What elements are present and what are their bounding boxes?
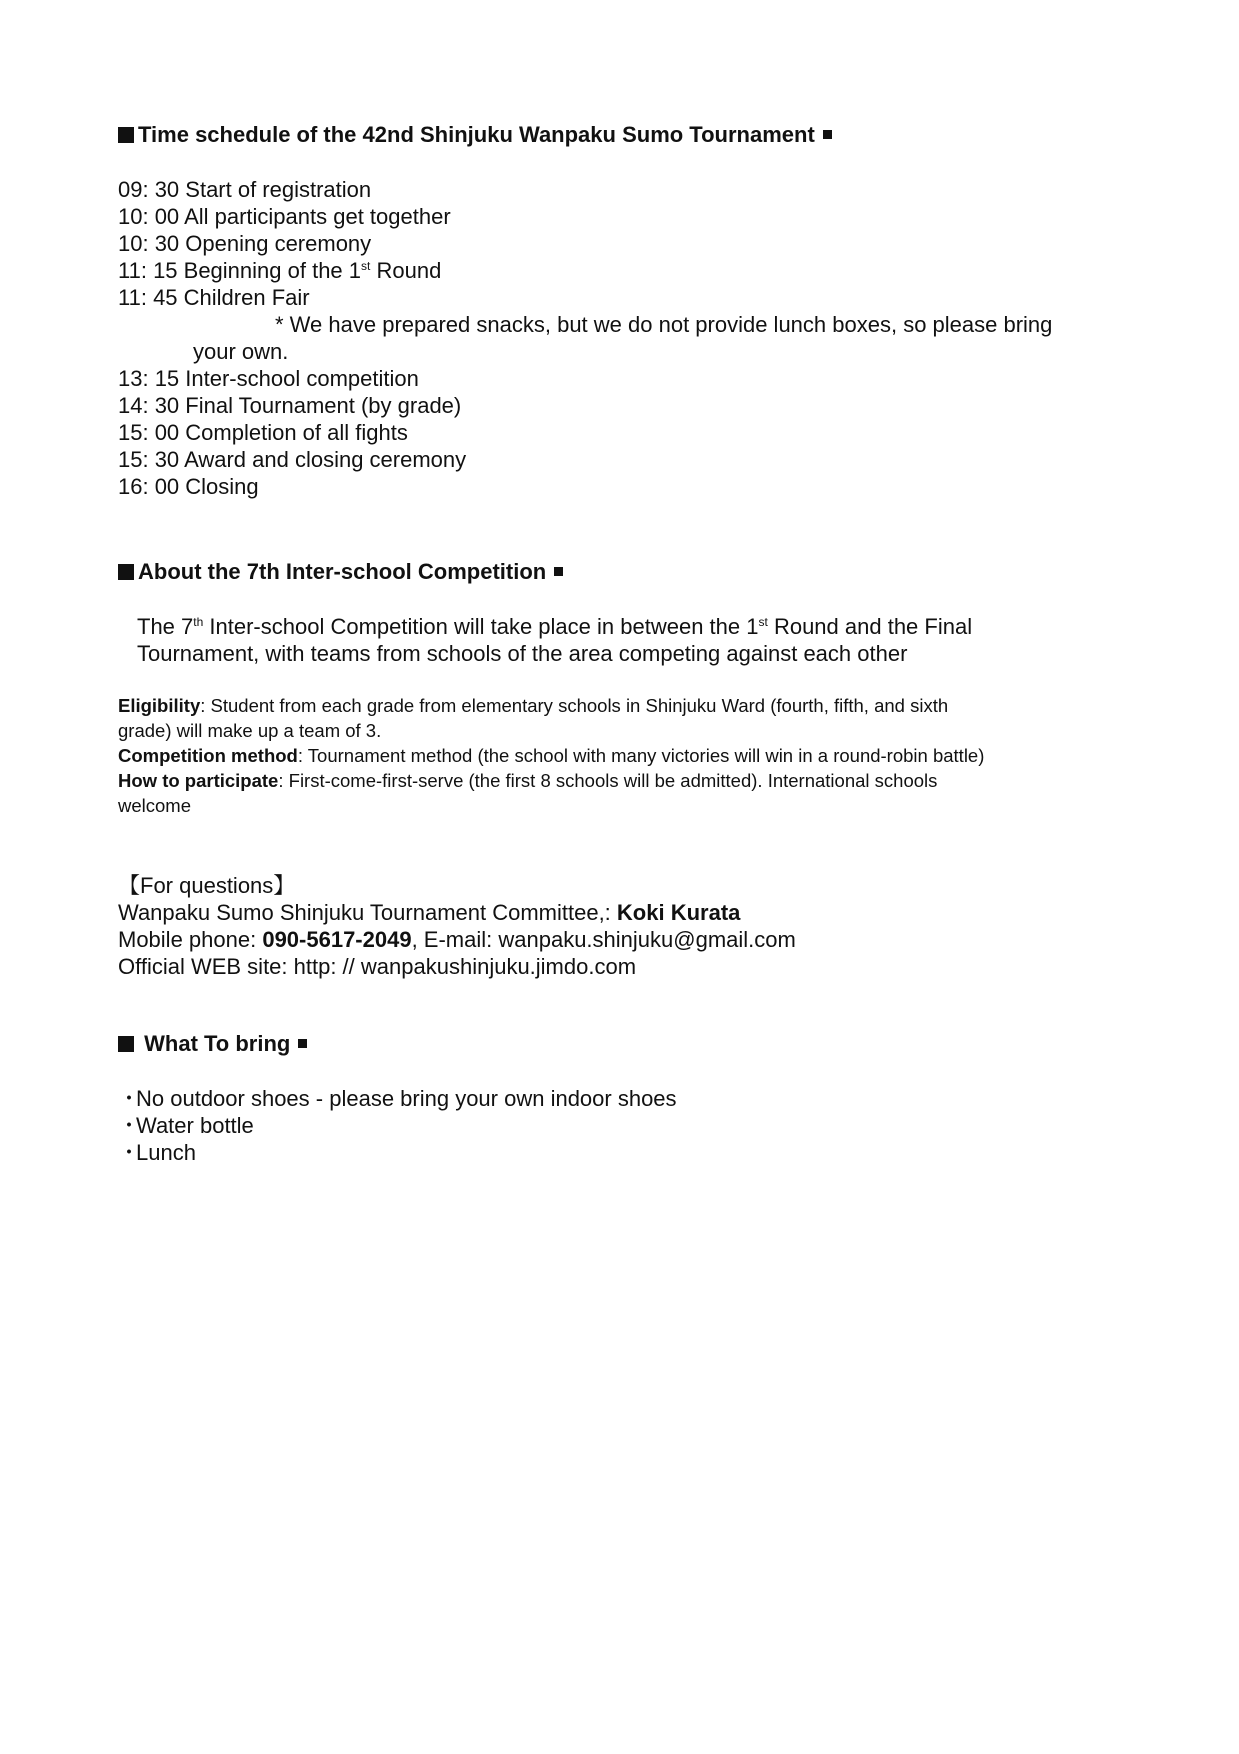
square-small-icon: [823, 130, 832, 139]
list-item: ・Lunch: [118, 1140, 196, 1165]
schedule-heading: [118, 121, 832, 148]
schedule-item: 16: 00 Closing: [118, 474, 259, 499]
participate-line-cont: welcome: [118, 795, 191, 816]
square-small-icon: [554, 567, 563, 576]
participate-line: How to participate: First-come-first-serve (the first 8 schools will be admitted). International schools: [118, 770, 938, 791]
competition-intro-line2: Tournament, with teams from schools of the area competing against each other: [137, 641, 908, 666]
schedule-heading-text: Time schedule of the 42nd Shinjuku Wanpaku Sumo Tournament: [138, 122, 815, 147]
competition-heading: [118, 558, 563, 585]
bullet-icon: ・: [118, 1086, 141, 1111]
competition-intro-line1: The 7th Inter-school Competition will take place in between the 1st Round and the Final: [137, 614, 973, 639]
bring-heading: [118, 1030, 307, 1057]
schedule-item: 10: 30 Opening ceremony: [118, 231, 372, 256]
square-bullet-icon: [118, 1036, 134, 1052]
schedule-item: 11: 45 Children Fair: [118, 285, 310, 310]
list-item: ・No outdoor shoes - please bring your own indoor shoes: [118, 1086, 677, 1111]
eligibility-line: Eligibility: Student from each grade from elementary schools in Shinjuku Ward (fourth, fifth, and sixth: [118, 695, 949, 716]
schedule-item: 10: 00 All participants get together: [118, 204, 451, 229]
schedule-note: * We have prepared snacks, but we do not provide lunch boxes, so please bring: [275, 312, 1053, 337]
schedule-item: 15: 30 Award and closing ceremony: [118, 447, 467, 472]
schedule-item: 15: 00 Completion of all fights: [118, 420, 408, 445]
schedule-item: 14: 30 Final Tournament (by grade): [118, 393, 462, 418]
schedule-note-cont: your own.: [193, 339, 289, 364]
competition-heading-text: About the 7th Inter-school Competition: [138, 559, 547, 584]
eligibility-line-cont: grade) will make up a team of 3.: [118, 720, 382, 741]
schedule-item: 11: 15 Beginning of the 1st Round: [118, 258, 442, 283]
square-bullet-icon: [118, 564, 134, 580]
website-line: Official WEB site: http: // wanpakushinjuku.jimdo.com: [118, 954, 637, 979]
schedule-item: 09: 30 Start of registration: [118, 177, 372, 202]
bullet-icon: ・: [118, 1140, 141, 1165]
contact-line: Mobile phone: 090-5617-2049, E-mail: wanpaku.shinjuku@gmail.com: [118, 927, 796, 952]
bring-heading-text: What To bring: [144, 1031, 291, 1056]
list-item: ・Water bottle: [118, 1113, 254, 1138]
committee-line: Wanpaku Sumo Shinjuku Tournament Committee,: Koki Kurata: [118, 900, 741, 925]
square-small-icon: [298, 1039, 307, 1048]
square-bullet-icon: [118, 127, 134, 143]
method-line: Competition method: Tournament method (the school with many victories will win in a round-robin battle): [118, 745, 985, 766]
questions-heading: 【For questions】: [118, 873, 296, 898]
bullet-icon: ・: [118, 1113, 141, 1138]
schedule-item: 13: 15 Inter-school competition: [118, 366, 419, 391]
